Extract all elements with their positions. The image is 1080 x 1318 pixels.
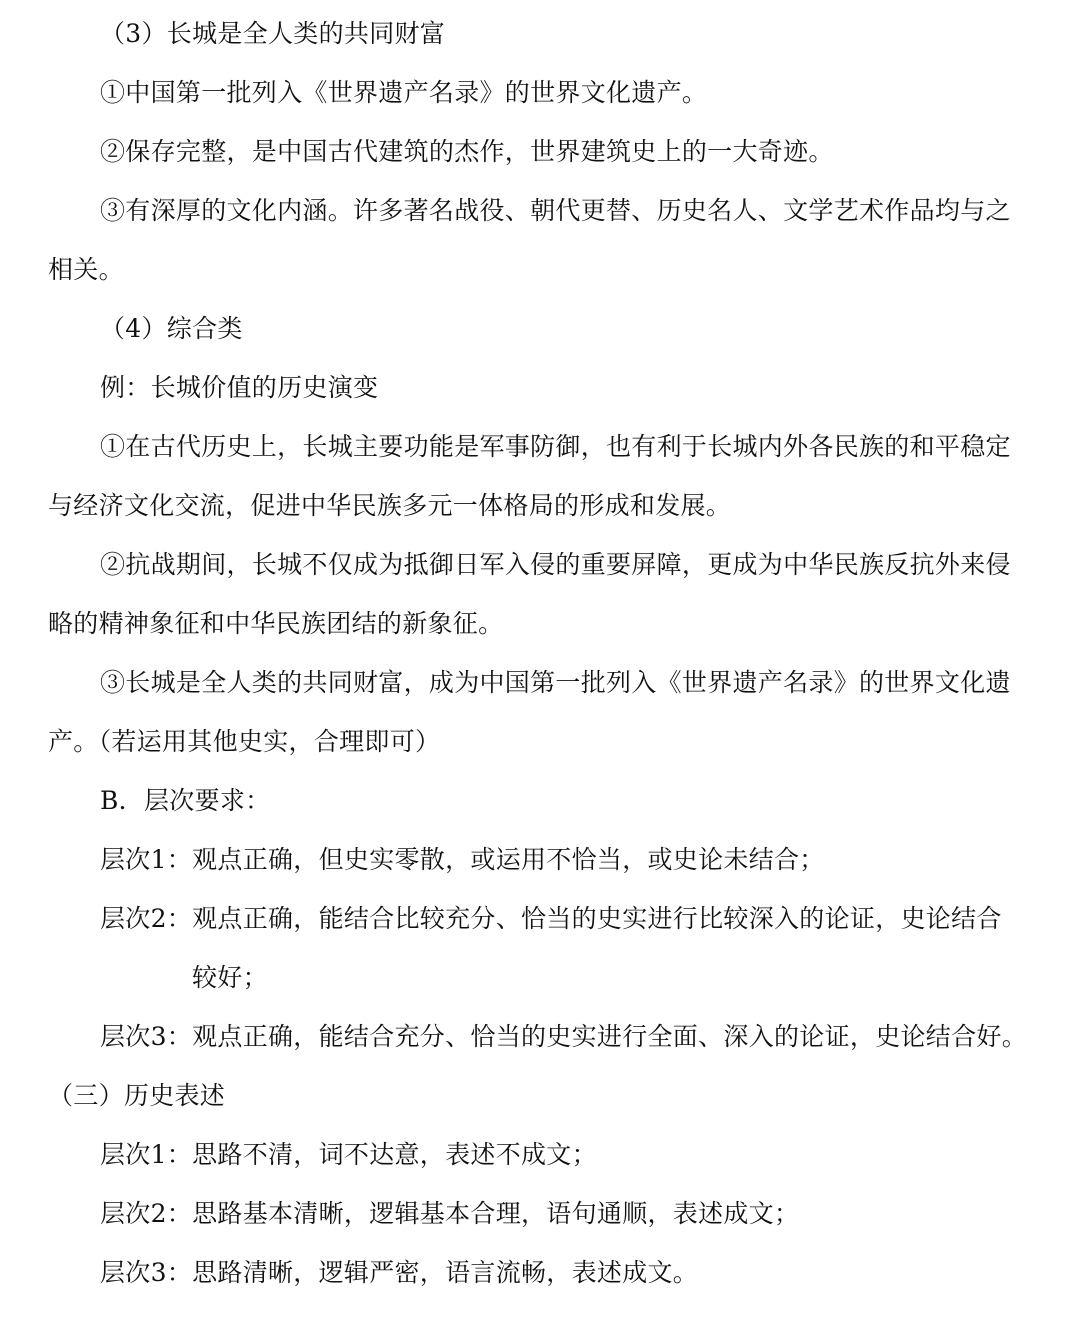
- levels-b-level2-line2: 较好；: [192, 963, 268, 992]
- section4-item3-line2: 产。（若运用其他史实，合理即可）: [48, 727, 441, 756]
- levels-b-level1: 层次1：观点正确，但史实零散，或运用不恰当，或史论未结合；: [100, 845, 825, 874]
- section4-item2-line1: ②抗战期间，长城不仅成为抵御日军入侵的重要屏障，更成为中华民族反抗外来侵: [100, 550, 1011, 579]
- section4-item1-line2: 与经济文化交流，促进中华民族多元一体格局的形成和发展。: [48, 491, 732, 520]
- section4-item3-line1: ③长城是全人类的共同财富，成为中国第一批列入《世界遗产名录》的世界文化遗: [100, 668, 1011, 697]
- levels-b-heading: B．层次要求：: [100, 786, 271, 815]
- history-expression-heading: （三）历史表述: [48, 1081, 226, 1110]
- levels-b-level3: 层次3：观点正确，能结合充分、恰当的史实进行全面、深入的论证，史论结合好。: [100, 1022, 1028, 1051]
- section3-item2: ②保存完整，是中国古代建筑的杰作，世界建筑史上的一大奇迹。: [100, 137, 834, 166]
- section3-item3-line2: 相关。: [48, 255, 124, 284]
- history-expression-level3: 层次3：思路清晰，逻辑严密，语言流畅，表述成文。: [100, 1258, 699, 1287]
- history-expression-level1: 层次1：思路不清，词不达意，表述不成文；: [100, 1140, 597, 1169]
- history-expression-level2: 层次2：思路基本清晰，逻辑基本合理，语句通顺，表述成文；: [100, 1199, 800, 1228]
- section3-heading: （3）长城是全人类的共同财富: [100, 19, 446, 48]
- section4-item2-line2: 略的精神象征和中华民族团结的新象征。: [48, 609, 504, 638]
- section3-item3-line1: ③有深厚的文化内涵。许多著名战役、朝代更替、历史名人、文学艺术作品均与之: [100, 196, 1011, 225]
- section4-item1-line1: ①在古代历史上，长城主要功能是军事防御，也有利于长城内外各民族的和平稳定: [100, 432, 1011, 461]
- section4-heading: （4）综合类: [100, 314, 243, 343]
- levels-b-level2-line1: 层次2：观点正确，能结合比较充分、恰当的史实进行比较深入的论证，史论结合: [100, 904, 1002, 933]
- section4-example: 例：长城价值的历史演变: [100, 373, 379, 402]
- section3-item1: ①中国第一批列入《世界遗产名录》的世界文化遗产。: [100, 78, 708, 107]
